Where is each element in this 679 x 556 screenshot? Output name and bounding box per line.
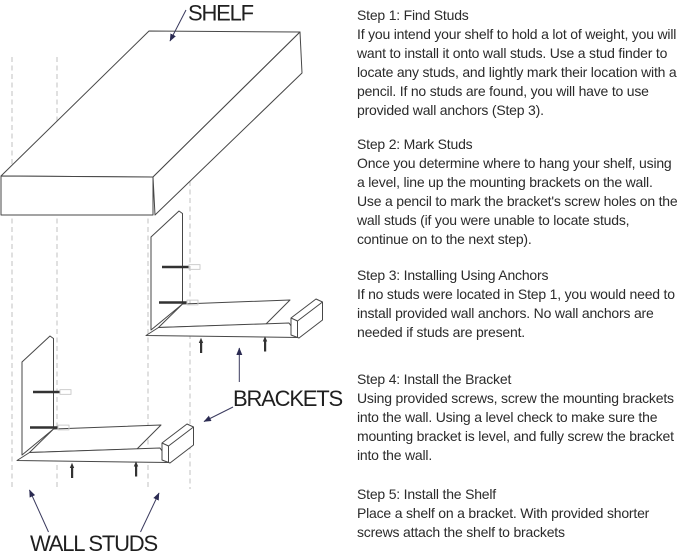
step-1-body: If you intend your shelf to hold a lot of weight, you will want to install it onto wall studs. Use a stud finder to locate any studs, and lightly mark their location with a pencil. If no studs are found, you will have to use provided wall anchors (Step 3). — [357, 26, 677, 118]
step-1-title: Step 1: Find Studs — [357, 7, 469, 23]
shelf-label: SHELF — [188, 0, 253, 26]
wall-studs-arrow-left — [30, 490, 49, 532]
brackets-label: BRACKETS — [233, 386, 342, 411]
step-5-body: Place a shelf on a bracket. With provided shorter screws attach the shelf to brackets — [357, 505, 650, 540]
wall-studs-label: WALL STUDS — [30, 531, 157, 556]
shelf-front-face — [1, 176, 153, 215]
step-3-body: If no studs were located in Step 1, you would need to install provided wall anchors. No wall anchors are needed if studs are present. — [357, 286, 675, 340]
brackets-arrow-left — [204, 407, 233, 422]
step-4-body: Using provided screws, screw the mounting brackets into the wall. Using a level check to make sure the mounting bracket is level, and fully screw the bracket into the wall. — [357, 390, 674, 463]
step-2 — [357, 135, 679, 249]
bracket-upper — [146, 211, 323, 353]
step-1 — [357, 6, 679, 120]
step-4-title: Step 4: Install the Bracket — [357, 371, 512, 387]
step-4 — [357, 370, 679, 465]
step-3 — [357, 266, 679, 342]
step-3-title: Step 3: Installing Using Anchors — [357, 267, 549, 283]
wall-studs-arrow-right — [141, 493, 160, 532]
step-2-title: Step 2: Mark Studs — [357, 136, 473, 152]
step-5 — [357, 485, 679, 542]
shelf-drawing — [1, 31, 302, 215]
step-2-body: Once you determine where to hang your shelf, using a level, line up the mounting brackets on the wall. Use a pencil to mark the bracket's screw holes on the wall studs (if you were unable to locate studs, continue on to the next step). — [357, 155, 678, 247]
bracket-lower — [17, 336, 194, 478]
step-5-title: Step 5: Install the Shelf — [357, 486, 496, 502]
